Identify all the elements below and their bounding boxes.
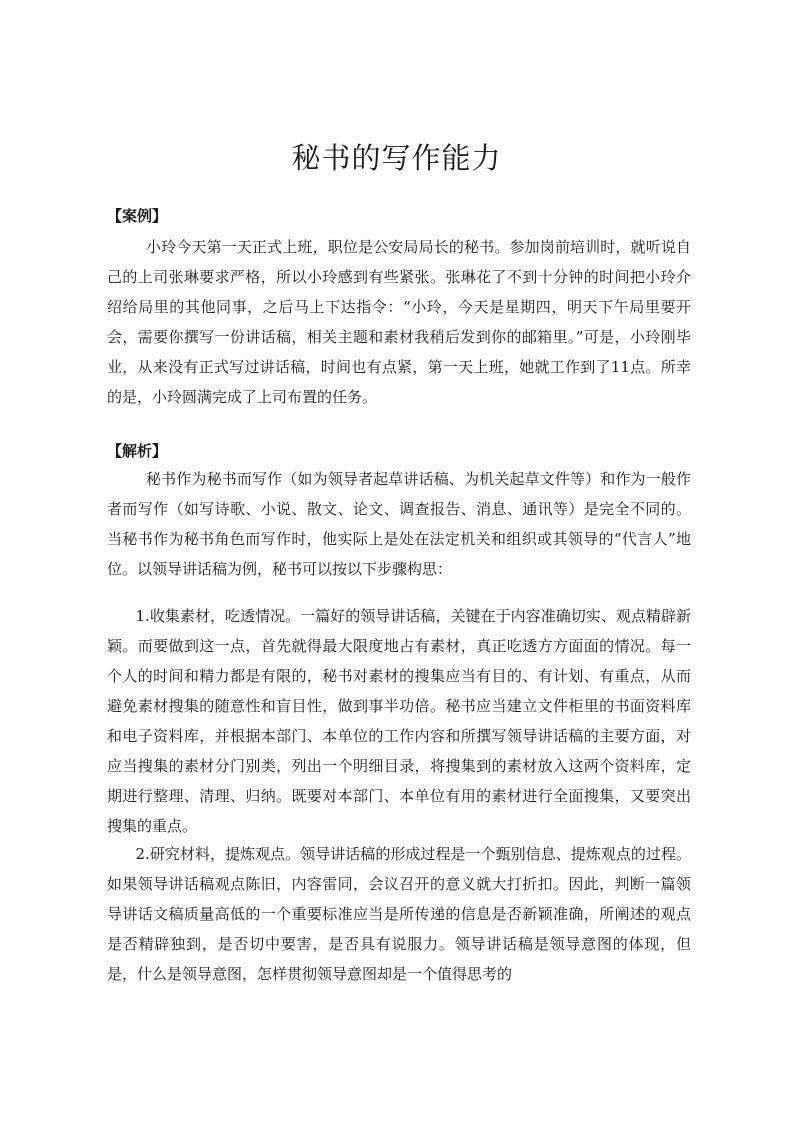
analysis-heading: 【解析】: [107, 442, 168, 460]
case-paragraph: 小玲今天第一天正式上班，职位是公安局局长的秘书。参加岗前培训时，就听说自己的上司张琳要求严格，所以小玲感到有些紧张。张琳花了不到十分钟的时间把小玲介绍给局里的其他同事，之后马上下达指令：“小玲，今天是星期四，明天下午局里要开会，需要你撰写一份讲话稿，相关主题和素材我稍后发到你的邮箱里。”可是，小玲刚毕业，从来没有正式写过讲话稿，时间也有点紧，第一天上班，她就工作到了11点。所幸的是，小玲圆满完成了上司布置的任务。: [107, 238, 691, 406]
step-1-paragraph: 1.收集素材，吃透情况。一篇好的领导讲话稿，关键在于内容准确切实、观点精辟新颖。而要做到这一点，首先就得最大限度地占有素材，真正吃透方方面面的情况。每一个人的时间和精力都是有限的，秘书对素材的搜集应当有目的、有计划、有重点，从而避免素材搜集的随意性和盲目性，做到事半功倍。秘书应当建立文件柜里的书面资料库和电子资料库，并根据本部门、本单位的工作内容和所撰写领导讲话稿的主要方面，对应当搜集的素材分门别类，列出一个明细目录，将搜集到的素材放入这两个资料库，定期进行整理、清理、归纳。既要对本部门、本单位有用的素材进行全面搜集，又要突出搜集的重点。: [107, 607, 691, 835]
analysis-paragraph: 秘书作为秘书而写作（如为领导者起草讲话稿、为机关起草文件等）和作为一般作者而写作（如写诗歌、小说、散文、论文、调查报告、消息、通讯等）是完全不同的。当秘书作为秘书角色而写作时，他实际上是处在法定机关和组织或其领导的“代言人”地位。以领导讲话稿为例，秘书可以按以下步骤构思：: [107, 470, 691, 578]
case-heading: 【案例】: [107, 207, 168, 225]
step-2-paragraph: 2.研究材料，提炼观点。领导讲话稿的形成过程是一个甄别信息、提炼观点的过程。如果领导讲话稿观点陈旧，内容雷同，会议召开的意义就大打折扣。因此，判断一篇领导讲话文稿质量高低的一个重要标准应当是所传递的信息是否新颖准确，所阐述的观点是否精辟独到，是否切中要害，是否具有说服力。领导讲话稿是领导意图的体现，但是，什么是领导意图，怎样贯彻领导意图却是一个值得思考的: [107, 845, 691, 983]
document-title: 秘书的写作能力: [291, 141, 502, 175]
